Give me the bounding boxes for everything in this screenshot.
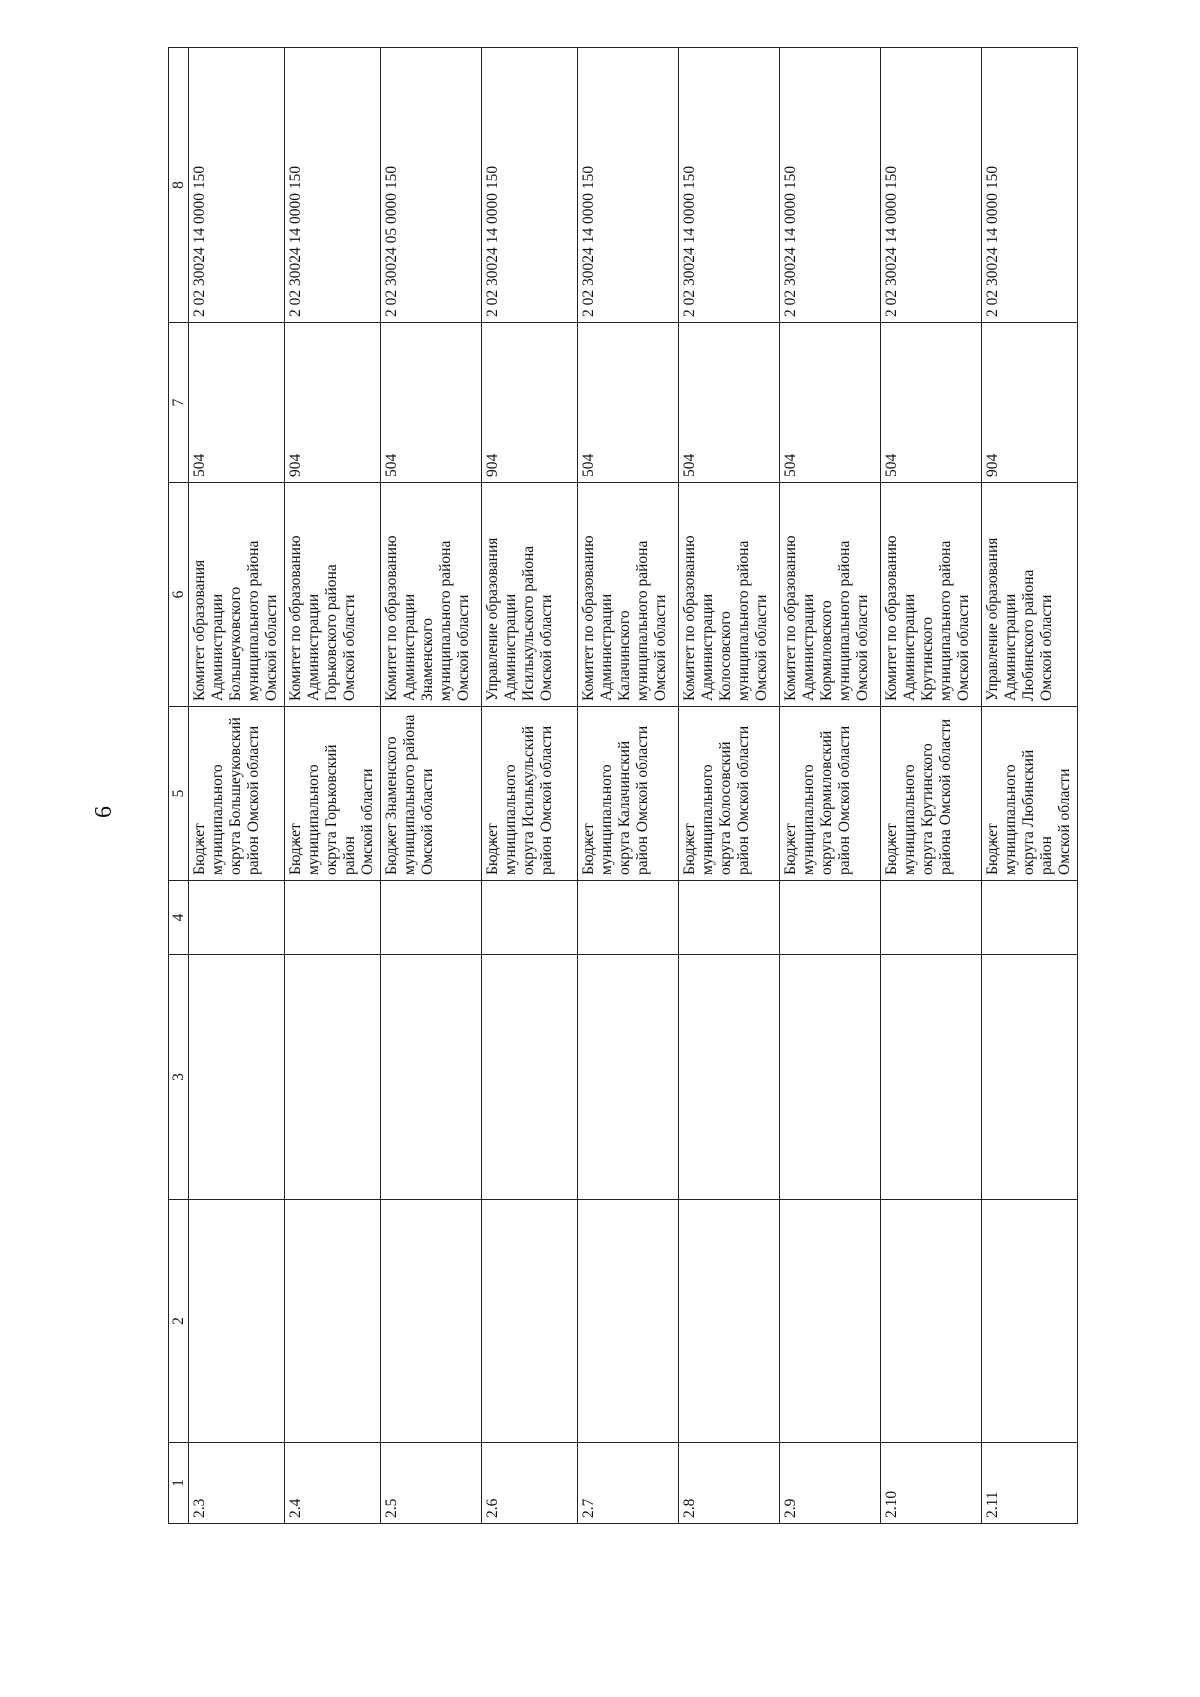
revenue-code: 2 02 30024 14 0000 150: [578, 48, 679, 323]
row-number: 2.9: [780, 1443, 881, 1524]
cell-col-3: [578, 955, 679, 1200]
administrator-name: Управление образования Администрации Исилькульского района Омской области: [482, 483, 578, 707]
admin-code: 904: [482, 323, 578, 483]
admin-code: 504: [780, 323, 881, 483]
budget-name: Бюджет муниципального округа Горьковский район Омской области: [285, 707, 381, 881]
table-row: [679, 48, 780, 1524]
cell-col-3: [381, 955, 482, 1200]
row-number: 2.4: [285, 1443, 381, 1524]
header-col-3: 3: [169, 955, 189, 1200]
cell-col-3: [780, 955, 881, 1200]
header-col-2: 2: [169, 1200, 189, 1443]
admin-code: 504: [189, 323, 285, 483]
cell-col-3: [482, 955, 578, 1200]
cell-col-2: [285, 1200, 381, 1443]
table-row: [881, 48, 982, 1524]
header-col-7: 7: [169, 323, 189, 483]
cell-col-3: [881, 955, 982, 1200]
header-col-1: 1: [169, 1443, 189, 1524]
cell-col-2: [780, 1200, 881, 1443]
budget-name: Бюджет муниципального округа Колосовский район Омской области: [679, 707, 780, 881]
admin-code: 504: [881, 323, 982, 483]
cell-col-4: [780, 881, 881, 955]
table-row: [381, 48, 482, 1524]
table-row: [482, 48, 578, 1524]
revenue-code: 2 02 30024 14 0000 150: [679, 48, 780, 323]
cell-col-2: [189, 1200, 285, 1443]
cell-col-2: [982, 1200, 1078, 1443]
row-number: 2.5: [381, 1443, 482, 1524]
administrator-name: Комитет образования Администрации Большеуковского муниципального района Омской области: [189, 483, 285, 707]
row-number: 2.11: [982, 1443, 1078, 1524]
budget-name: Бюджет Знаменского муниципального района Омской области: [381, 707, 482, 881]
budget-name: Бюджет муниципального округа Большеуковский район Омской области: [189, 707, 285, 881]
cell-col-2: [881, 1200, 982, 1443]
revenue-code: 2 02 30024 14 0000 150: [982, 48, 1078, 323]
cell-col-4: [679, 881, 780, 955]
cell-col-2: [482, 1200, 578, 1443]
table-row: [285, 48, 381, 1524]
admin-code: 904: [285, 323, 381, 483]
table-row: [982, 48, 1078, 1524]
budget-name: Бюджет муниципального округа Любинский район Омской области: [982, 707, 1078, 881]
cell-col-4: [578, 881, 679, 955]
cell-col-4: [189, 881, 285, 955]
budget-name: Бюджет муниципального округа Кормиловский район Омской области: [780, 707, 881, 881]
revenue-code: 2 02 30024 14 0000 150: [881, 48, 982, 323]
table-row: [578, 48, 679, 1524]
admin-code: 504: [381, 323, 482, 483]
cell-col-4: [285, 881, 381, 955]
admin-code: 904: [982, 323, 1078, 483]
cell-col-2: [578, 1200, 679, 1443]
revenue-code: 2 02 30024 14 0000 150: [482, 48, 578, 323]
admin-code: 504: [578, 323, 679, 483]
page-number: 6: [91, 806, 117, 818]
revenue-code: 2 02 30024 05 0000 150: [381, 48, 482, 323]
header-col-8: 8: [169, 48, 189, 323]
row-number: 2.7: [578, 1443, 679, 1524]
row-number: 2.6: [482, 1443, 578, 1524]
administrator-name: Комитет по образованию Администрации Крутинского муниципального района Омской области: [881, 483, 982, 707]
administrator-name: Комитет по образованию Администрации Горьковского района Омской области: [285, 483, 381, 707]
cell-col-2: [381, 1200, 482, 1443]
cell-col-3: [285, 955, 381, 1200]
row-number: 2.3: [189, 1443, 285, 1524]
rotated-table-container: [168, 48, 1078, 1524]
header-col-6: 6: [169, 483, 189, 707]
revenue-code: 2 02 30024 14 0000 150: [189, 48, 285, 323]
revenue-code: 2 02 30024 14 0000 150: [780, 48, 881, 323]
cell-col-3: [982, 955, 1078, 1200]
administrator-name: Комитет по образованию Администрации Кормиловского муниципального района Омской области: [780, 483, 881, 707]
cell-col-2: [679, 1200, 780, 1443]
cell-col-4: [881, 881, 982, 955]
row-number: 2.10: [881, 1443, 982, 1524]
budget-name: Бюджет муниципального округа Крутинского района Омской области: [881, 707, 982, 881]
cell-col-4: [381, 881, 482, 955]
cell-col-4: [482, 881, 578, 955]
header-col-4: 4: [169, 881, 189, 955]
budget-name: Бюджет муниципального округа Исилькульский район Омской области: [482, 707, 578, 881]
administrator-name: Комитет по образованию Администрации Калачинского муниципального района Омской области: [578, 483, 679, 707]
administrator-name: Комитет по образованию Администрации Колосовского муниципального района Омской области: [679, 483, 780, 707]
budget-table: [168, 47, 1078, 1524]
administrator-name: Управление образования Администрации Любинского района Омской области: [982, 483, 1078, 707]
cell-col-4: [982, 881, 1078, 955]
cell-col-3: [189, 955, 285, 1200]
row-number: 2.8: [679, 1443, 780, 1524]
table-header-row: [169, 48, 189, 1524]
administrator-name: Комитет по образованию Администрации Знаменского муниципального района Омской области: [381, 483, 482, 707]
table-row: [189, 48, 285, 1524]
admin-code: 504: [679, 323, 780, 483]
table-row: [780, 48, 881, 1524]
cell-col-3: [679, 955, 780, 1200]
header-col-5: 5: [169, 707, 189, 881]
revenue-code: 2 02 30024 14 0000 150: [285, 48, 381, 323]
budget-name: Бюджет муниципального округа Калачинский район Омской области: [578, 707, 679, 881]
